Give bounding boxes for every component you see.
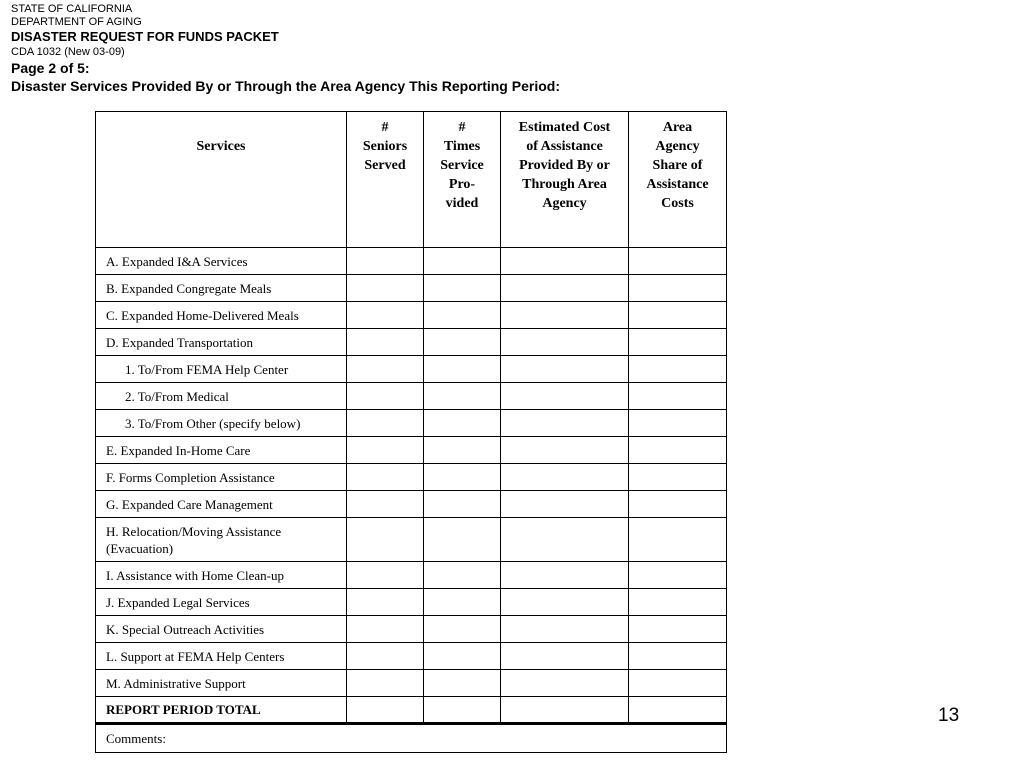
seniors-served-cell[interactable] xyxy=(347,437,424,464)
agency-share-cell[interactable] xyxy=(629,670,727,697)
estimated-cost-cell[interactable] xyxy=(501,562,629,589)
service-label: M. Administrative Support xyxy=(96,670,347,697)
service-label: J. Expanded Legal Services xyxy=(96,589,347,616)
agency-share-cell[interactable] xyxy=(629,437,727,464)
estimated-cost-cell[interactable] xyxy=(501,518,629,562)
estimated-cost-cell[interactable] xyxy=(501,616,629,643)
total-label: REPORT PERIOD TOTAL xyxy=(96,697,347,724)
times-provided-cell[interactable] xyxy=(424,670,501,697)
service-label: D. Expanded Transportation xyxy=(96,329,347,356)
table-row xyxy=(96,670,727,697)
form-header xyxy=(11,3,560,95)
estimated-cost-cell[interactable] xyxy=(501,643,629,670)
times-provided-cell[interactable] xyxy=(424,464,501,491)
estimated-cost-cell[interactable] xyxy=(501,670,629,697)
table-row xyxy=(96,562,727,589)
estimated-cost-cell[interactable] xyxy=(501,464,629,491)
estimated-cost-cell[interactable] xyxy=(501,437,629,464)
seniors-served-cell[interactable] xyxy=(347,383,424,410)
agency-share-cell[interactable] xyxy=(629,491,727,518)
agency-share-cell[interactable] xyxy=(629,589,727,616)
seniors-served-cell[interactable] xyxy=(347,356,424,383)
table-row xyxy=(96,329,727,356)
agency-share-cell[interactable] xyxy=(629,329,727,356)
service-label: 1. To/From FEMA Help Center xyxy=(96,356,347,383)
times-provided-cell[interactable] xyxy=(424,491,501,518)
page-label: Page 2 of 5: xyxy=(11,60,90,76)
total-seniors-served-cell[interactable] xyxy=(347,697,424,724)
table-row xyxy=(96,518,727,562)
table-row xyxy=(96,356,727,383)
form-code: CDA 1032 (New 03-09) xyxy=(11,46,125,58)
estimated-cost-cell[interactable] xyxy=(501,248,629,275)
service-label: G. Expanded Care Management xyxy=(96,491,347,518)
table-row xyxy=(96,437,727,464)
col-header-agency-share: Area Agency Share of Assistance Costs xyxy=(629,112,727,248)
service-label: B. Expanded Congregate Meals xyxy=(96,275,347,302)
table-row xyxy=(96,410,727,437)
service-label: A. Expanded I&A Services xyxy=(96,248,347,275)
seniors-served-cell[interactable] xyxy=(347,562,424,589)
times-provided-cell[interactable] xyxy=(424,589,501,616)
service-label: 2. To/From Medical xyxy=(96,383,347,410)
estimated-cost-cell[interactable] xyxy=(501,302,629,329)
seniors-served-cell[interactable] xyxy=(347,518,424,562)
total-times-provided-cell[interactable] xyxy=(424,697,501,724)
seniors-served-cell[interactable] xyxy=(347,329,424,356)
times-provided-cell[interactable] xyxy=(424,302,501,329)
agency-share-cell[interactable] xyxy=(629,248,727,275)
department-label: DEPARTMENT OF AGING xyxy=(11,16,142,28)
seniors-served-cell[interactable] xyxy=(347,275,424,302)
estimated-cost-cell[interactable] xyxy=(501,589,629,616)
agency-share-cell[interactable] xyxy=(629,562,727,589)
agency-share-cell[interactable] xyxy=(629,616,727,643)
total-row xyxy=(96,697,727,724)
total-agency-share-cell[interactable] xyxy=(629,697,727,724)
form-title: DISASTER REQUEST FOR FUNDS PACKET xyxy=(11,29,279,44)
seniors-served-cell[interactable] xyxy=(347,410,424,437)
agency-share-cell[interactable] xyxy=(629,302,727,329)
page-number: 13 xyxy=(938,705,960,726)
times-provided-cell[interactable] xyxy=(424,275,501,302)
comments-row[interactable] xyxy=(96,724,727,753)
table-row xyxy=(96,248,727,275)
seniors-served-cell[interactable] xyxy=(347,589,424,616)
agency-share-cell[interactable] xyxy=(629,518,727,562)
service-label: F. Forms Completion Assistance xyxy=(96,464,347,491)
service-label: L. Support at FEMA Help Centers xyxy=(96,643,347,670)
times-provided-cell[interactable] xyxy=(424,562,501,589)
seniors-served-cell[interactable] xyxy=(347,464,424,491)
agency-share-cell[interactable] xyxy=(629,383,727,410)
table-row xyxy=(96,616,727,643)
seniors-served-cell[interactable] xyxy=(347,302,424,329)
times-provided-cell[interactable] xyxy=(424,383,501,410)
seniors-served-cell[interactable] xyxy=(347,643,424,670)
col-header-times-provided: # Times Service Pro- vided xyxy=(424,112,501,248)
col-header-estimated-cost: Estimated Cost of Assistance Provided By or Through Area Agency xyxy=(501,112,629,248)
table-row xyxy=(96,643,727,670)
estimated-cost-cell[interactable] xyxy=(501,383,629,410)
agency-share-cell[interactable] xyxy=(629,410,727,437)
times-provided-cell[interactable] xyxy=(424,616,501,643)
estimated-cost-cell[interactable] xyxy=(501,410,629,437)
estimated-cost-cell[interactable] xyxy=(501,356,629,383)
service-label: 3. To/From Other (specify below) xyxy=(96,410,347,437)
table-row xyxy=(96,464,727,491)
table-row xyxy=(96,491,727,518)
estimated-cost-cell[interactable] xyxy=(501,491,629,518)
table-row xyxy=(96,383,727,410)
times-provided-cell[interactable] xyxy=(424,356,501,383)
table-row xyxy=(96,589,727,616)
agency-share-cell[interactable] xyxy=(629,643,727,670)
estimated-cost-cell[interactable] xyxy=(501,329,629,356)
seniors-served-cell[interactable] xyxy=(347,491,424,518)
table-row xyxy=(96,302,727,329)
services-table xyxy=(95,111,727,753)
service-label: K. Special Outreach Activities xyxy=(96,616,347,643)
comments-label: Comments: xyxy=(106,731,166,746)
service-label: H. Relocation/Moving Assistance (Evacuation) xyxy=(96,518,347,562)
estimated-cost-cell[interactable] xyxy=(501,275,629,302)
service-label: I. Assistance with Home Clean-up xyxy=(96,562,347,589)
times-provided-cell[interactable] xyxy=(424,248,501,275)
times-provided-cell[interactable] xyxy=(424,329,501,356)
table-header-row xyxy=(96,112,727,248)
section-title: Disaster Services Provided By or Through the Area Agency This Reporting Period: xyxy=(11,78,560,94)
state-label: STATE OF CALIFORNIA xyxy=(11,3,133,15)
agency-share-cell[interactable] xyxy=(629,356,727,383)
table-row xyxy=(96,275,727,302)
col-header-services: Services xyxy=(96,112,347,248)
total-estimated-cost-cell[interactable] xyxy=(501,697,629,724)
seniors-served-cell[interactable] xyxy=(347,670,424,697)
times-provided-cell[interactable] xyxy=(424,437,501,464)
col-header-seniors-served: # Seniors Served xyxy=(347,112,424,248)
service-label: E. Expanded In-Home Care xyxy=(96,437,347,464)
comments-field[interactable] xyxy=(96,724,727,753)
agency-share-cell[interactable] xyxy=(629,464,727,491)
agency-share-cell[interactable] xyxy=(629,275,727,302)
seniors-served-cell[interactable] xyxy=(347,248,424,275)
seniors-served-cell[interactable] xyxy=(347,616,424,643)
times-provided-cell[interactable] xyxy=(424,643,501,670)
times-provided-cell[interactable] xyxy=(424,518,501,562)
times-provided-cell[interactable] xyxy=(424,410,501,437)
service-label: C. Expanded Home-Delivered Meals xyxy=(96,302,347,329)
